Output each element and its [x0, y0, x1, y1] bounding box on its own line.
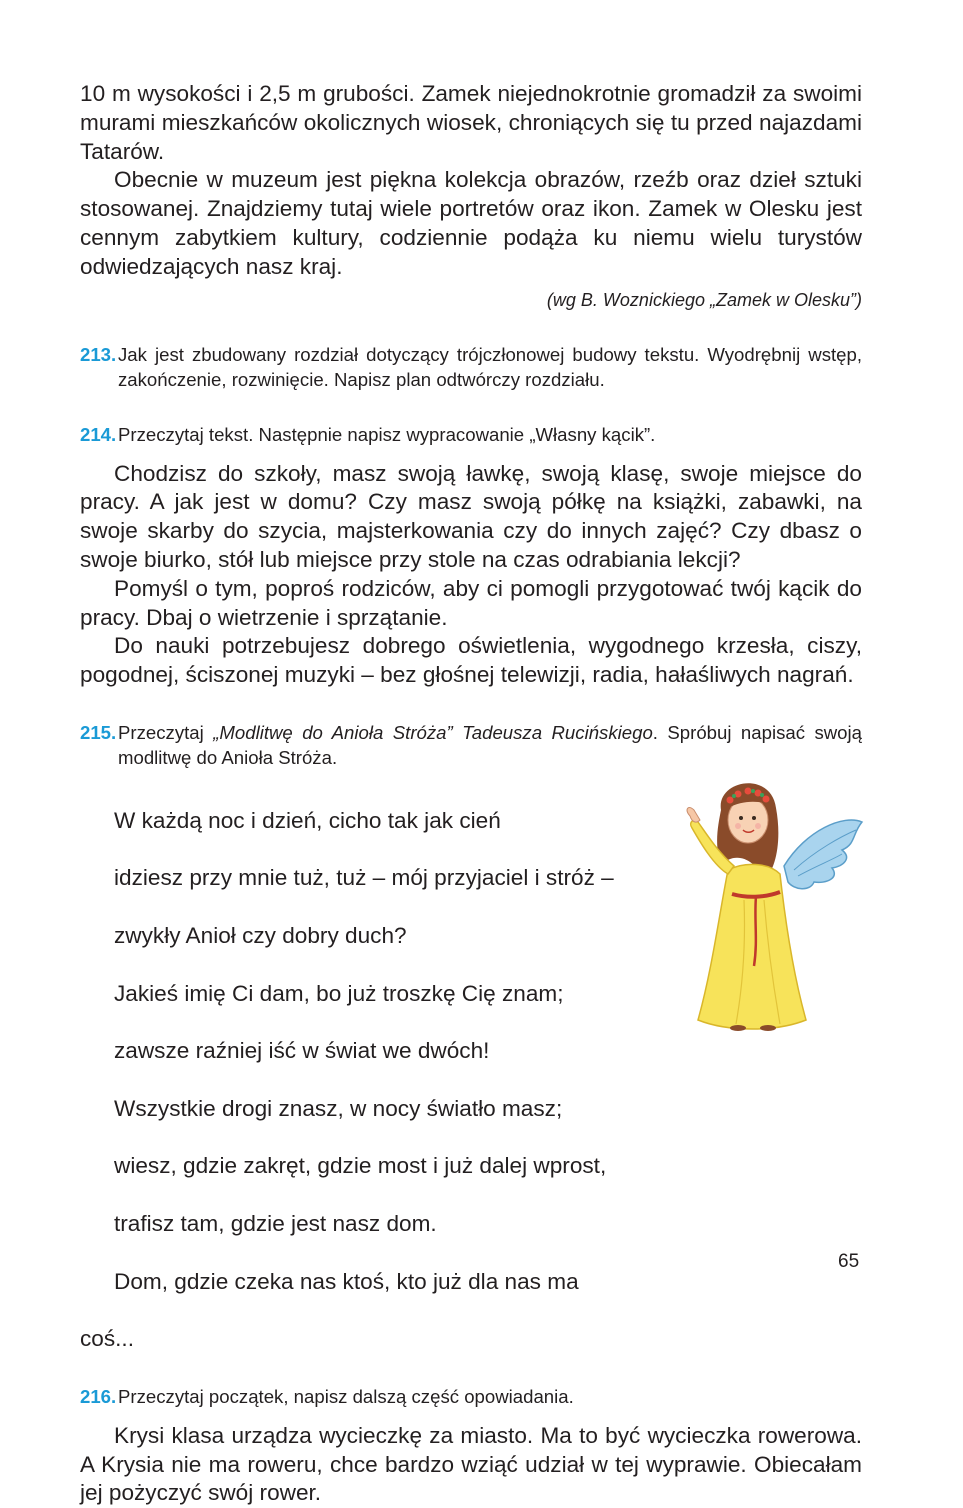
exercise-instruction: Przeczytaj tekst. Następnie napisz wypracowanie „Własny kącik”.	[118, 423, 656, 445]
ex214-paragraph-3: Do nauki potrzebujesz dobrego oświetlenia, wygodnego krzesła, ciszy, pogodnej, ściszonej muzyki – bez głośnej telewizji, radia, hałaśliwych nagrań.	[80, 633, 862, 688]
source-citation: (wg B. Woznickiego „Zamek w Olesku”)	[546, 289, 862, 310]
poem-line: Dom, gdzie czeka nas ktoś, kto już dla nas ma	[114, 1268, 579, 1294]
poem-tail: coś...	[80, 1326, 134, 1352]
exercise-215	[80, 720, 862, 770]
exercise-instruction: Jak jest zbudowany rozdział dotyczący trójczłonowej budowy tekstu. Wyodrębnij wstęp, zakończenie, rozwinięcie. Napisz plan odtwórczy rozdziału.	[118, 343, 862, 390]
exercise-number: 215.	[80, 721, 117, 743]
poem-line: zwykły Anioł czy dobry duch?	[114, 922, 407, 948]
exercise-214	[80, 422, 862, 447]
poem-line: wiesz, gdzie zakręt, gdzie most i już dalej wprost,	[114, 1153, 607, 1179]
intro-paragraph-1: 10 m wysokości i 2,5 m grubości. Zamek niejednokrotnie gromadził za swoimi murami mieszkańców okolicznych wiosek, chroniących się tu przed najazdami Tatarów.	[80, 81, 862, 164]
exercise-216	[80, 1384, 862, 1409]
exercise-instruction: Przeczytaj początek, napisz dalszą część opowiadania.	[118, 1385, 574, 1407]
ex216-paragraph-1: Krysi klasa urządza wycieczkę za miasto. Ma to być wycieczka rowerowa. A Krysia nie ma roweru, chce bardzo wziąć udział w tej wyprawie. Obiecałam jej pożyczyć swój rower.	[80, 1422, 862, 1506]
angel-illustration	[666, 770, 866, 1040]
poem-line: Wszystkie drogi znasz, w nocy światło masz;	[114, 1095, 563, 1121]
poem-line: zawsze raźniej iść w świat we dwóch!	[114, 1038, 490, 1064]
exercise-number: 213.	[80, 343, 117, 365]
exercise-number: 214.	[80, 423, 117, 445]
intro-paragraph-2: Obecnie w muzeum jest piękna kolekcja obrazów, rzeźb oraz dzieł sztuki stosowanej. Znajdziemy tutaj wiele portretów oraz ikon. Zamek w Olesku jest cennym zabytkiem kultury, codziennie podąża ku niemu wielu turystów odwiedzających nasz kraj.	[80, 167, 862, 279]
exercise-instruction-title: „Modlitwę do Anioła Stróża” Tadeusza Rucińskiego	[213, 721, 653, 743]
poem-line: trafisz tam, gdzie jest nasz dom.	[114, 1210, 437, 1236]
poem-line: W każdą noc i dzień, cicho tak jak cień	[114, 807, 501, 833]
exercise-number: 216.	[80, 1385, 117, 1407]
poem-line: idziesz przy mnie tuż, tuż – mój przyjaciel i stróż –	[114, 865, 614, 891]
poem-block	[80, 778, 862, 1354]
page-content	[80, 80, 862, 1508]
ex214-paragraph-1: Chodzisz do szkoły, masz swoją ławkę, swoją klasę, swoje miejsce do pracy. A jak jest w domu? Czy masz swoją półkę na książki, zabawki, na swoje skarby do szycia, majsterkowania czy do innych zajęć? Czy dbasz o swoje biurko, stół lub miejsce przy stole na czas odrabiania lekcji?	[80, 460, 862, 572]
poem	[80, 778, 669, 1325]
page-number: 65	[838, 1251, 860, 1272]
exercise-instruction-b: . Spróbuj napisać swoją modlitwę do Anioła Stróża.	[118, 721, 862, 768]
exercise-213	[80, 342, 862, 392]
exercise-instruction-a: Przeczytaj	[118, 721, 214, 743]
poem-line: Jakieś imię Ci dam, bo już troszkę Cię znam;	[114, 980, 564, 1006]
ex214-paragraph-2: Pomyśl o tym, poproś rodziców, aby ci pomogli przygotować twój kącik do pracy. Dbaj o wietrzenie i sprzątanie.	[80, 575, 862, 630]
